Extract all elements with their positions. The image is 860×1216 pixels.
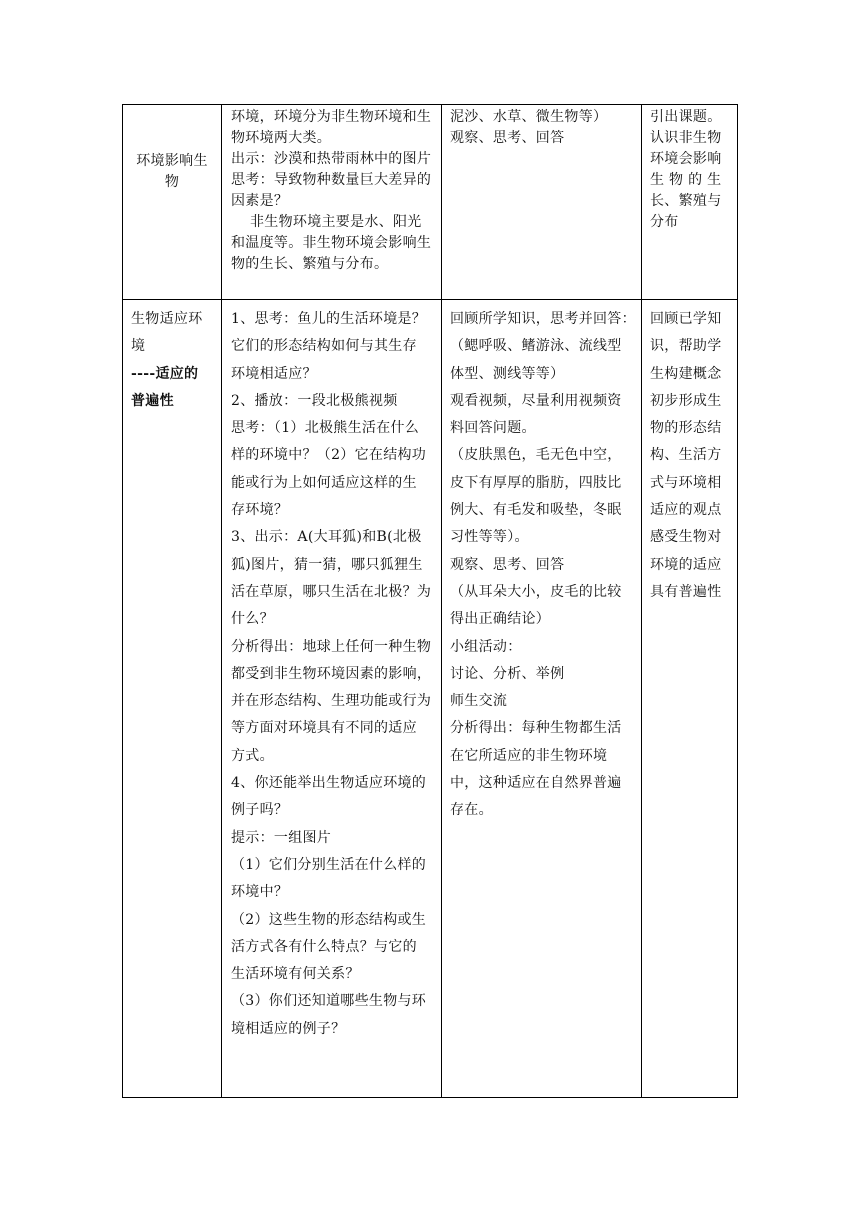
column-divider <box>221 105 222 1097</box>
column-divider <box>441 105 442 1097</box>
lesson-plan-table <box>122 104 738 1098</box>
row2-design-intent: 回顾已学知 识，帮助学 生构建概念 初步形成生 物的形态结 构、生活方 式与环境相 适应的观点 感受生物对 环境的适应 具有普遍性 <box>650 311 722 600</box>
row1-section-title: 环境影响生 物 <box>136 153 208 190</box>
row1-design-intent: 引出课题。 认识非生物 环境会影响 生 物 的 生 长、繁殖与 分布 <box>650 109 722 230</box>
row2-teacher-activity: 1、思考：鱼儿的生活环境是？ 它们的形态结构如何与其生存 环境相适应？ 2、播放：一段北极熊视频 思考：（1）北极熊生活在什么 样的环境中？（2）它在结构功 能或行为上如何适应这样的生 存环境？ 3、出示：A(大耳狐)和B(北极 狐)图片，猜一猜，哪只狐狸生 活在草原，哪只生活在北极？为 什么？ 分析得出：地球上任何一种生物 都受到非生物环境因素的影响， 并在形态结构、生理功能或行为 等方面对环境具有不同的适应 方式。 4、你还能举出生物适应环境的 例子吗？ 提示：一组图片 （1）它们分别生活在什么样的 环境中？ （2）这些生物的形态结构或生 活方式各有什么特点？与它的 生活环境有何关系？ （3）你们还知道哪些生物与环 境相适应的例子？ <box>231 311 432 1037</box>
row1-teacher-activity: 环境，环境分为非生物环境和生 物环境两大类。 出示：沙漠和热带雨林中的图片 思考：导致物种数量巨大差异的 因素是？ 非生物环境主要是水、阳光 和温度等。非生物环境会影响生 物的生长、繁殖与分布。 <box>231 109 432 272</box>
row1-student-activity: 泥沙、水草、微生物等） 观察、思考、回答 <box>450 109 608 146</box>
row-divider <box>123 299 737 300</box>
row2-student-activity: 回顾所学知识，思考并回答： （鳃呼吸、鳍游泳、流线型 体型、测线等等） 观看视频，尽量利用视频资 料回答问题。 （皮肤黑色，毛无色中空， 皮下有厚厚的脂肪，四肢比 例大、有毛发和吸垫，冬眠 习性等等）。 观察、思考、回答 （从耳朵大小，皮毛的比较 得出正确结论） 小组活动： 讨论、分析、举例 师生交流 分析得出：每种生物都生活 在它所适应的非生物环境 中，这种适应在自然界普遍 存在。 <box>450 311 636 819</box>
row2-section-title: 生物适应环 境 ----适应的 普遍性 <box>131 311 203 409</box>
column-divider <box>641 105 642 1097</box>
